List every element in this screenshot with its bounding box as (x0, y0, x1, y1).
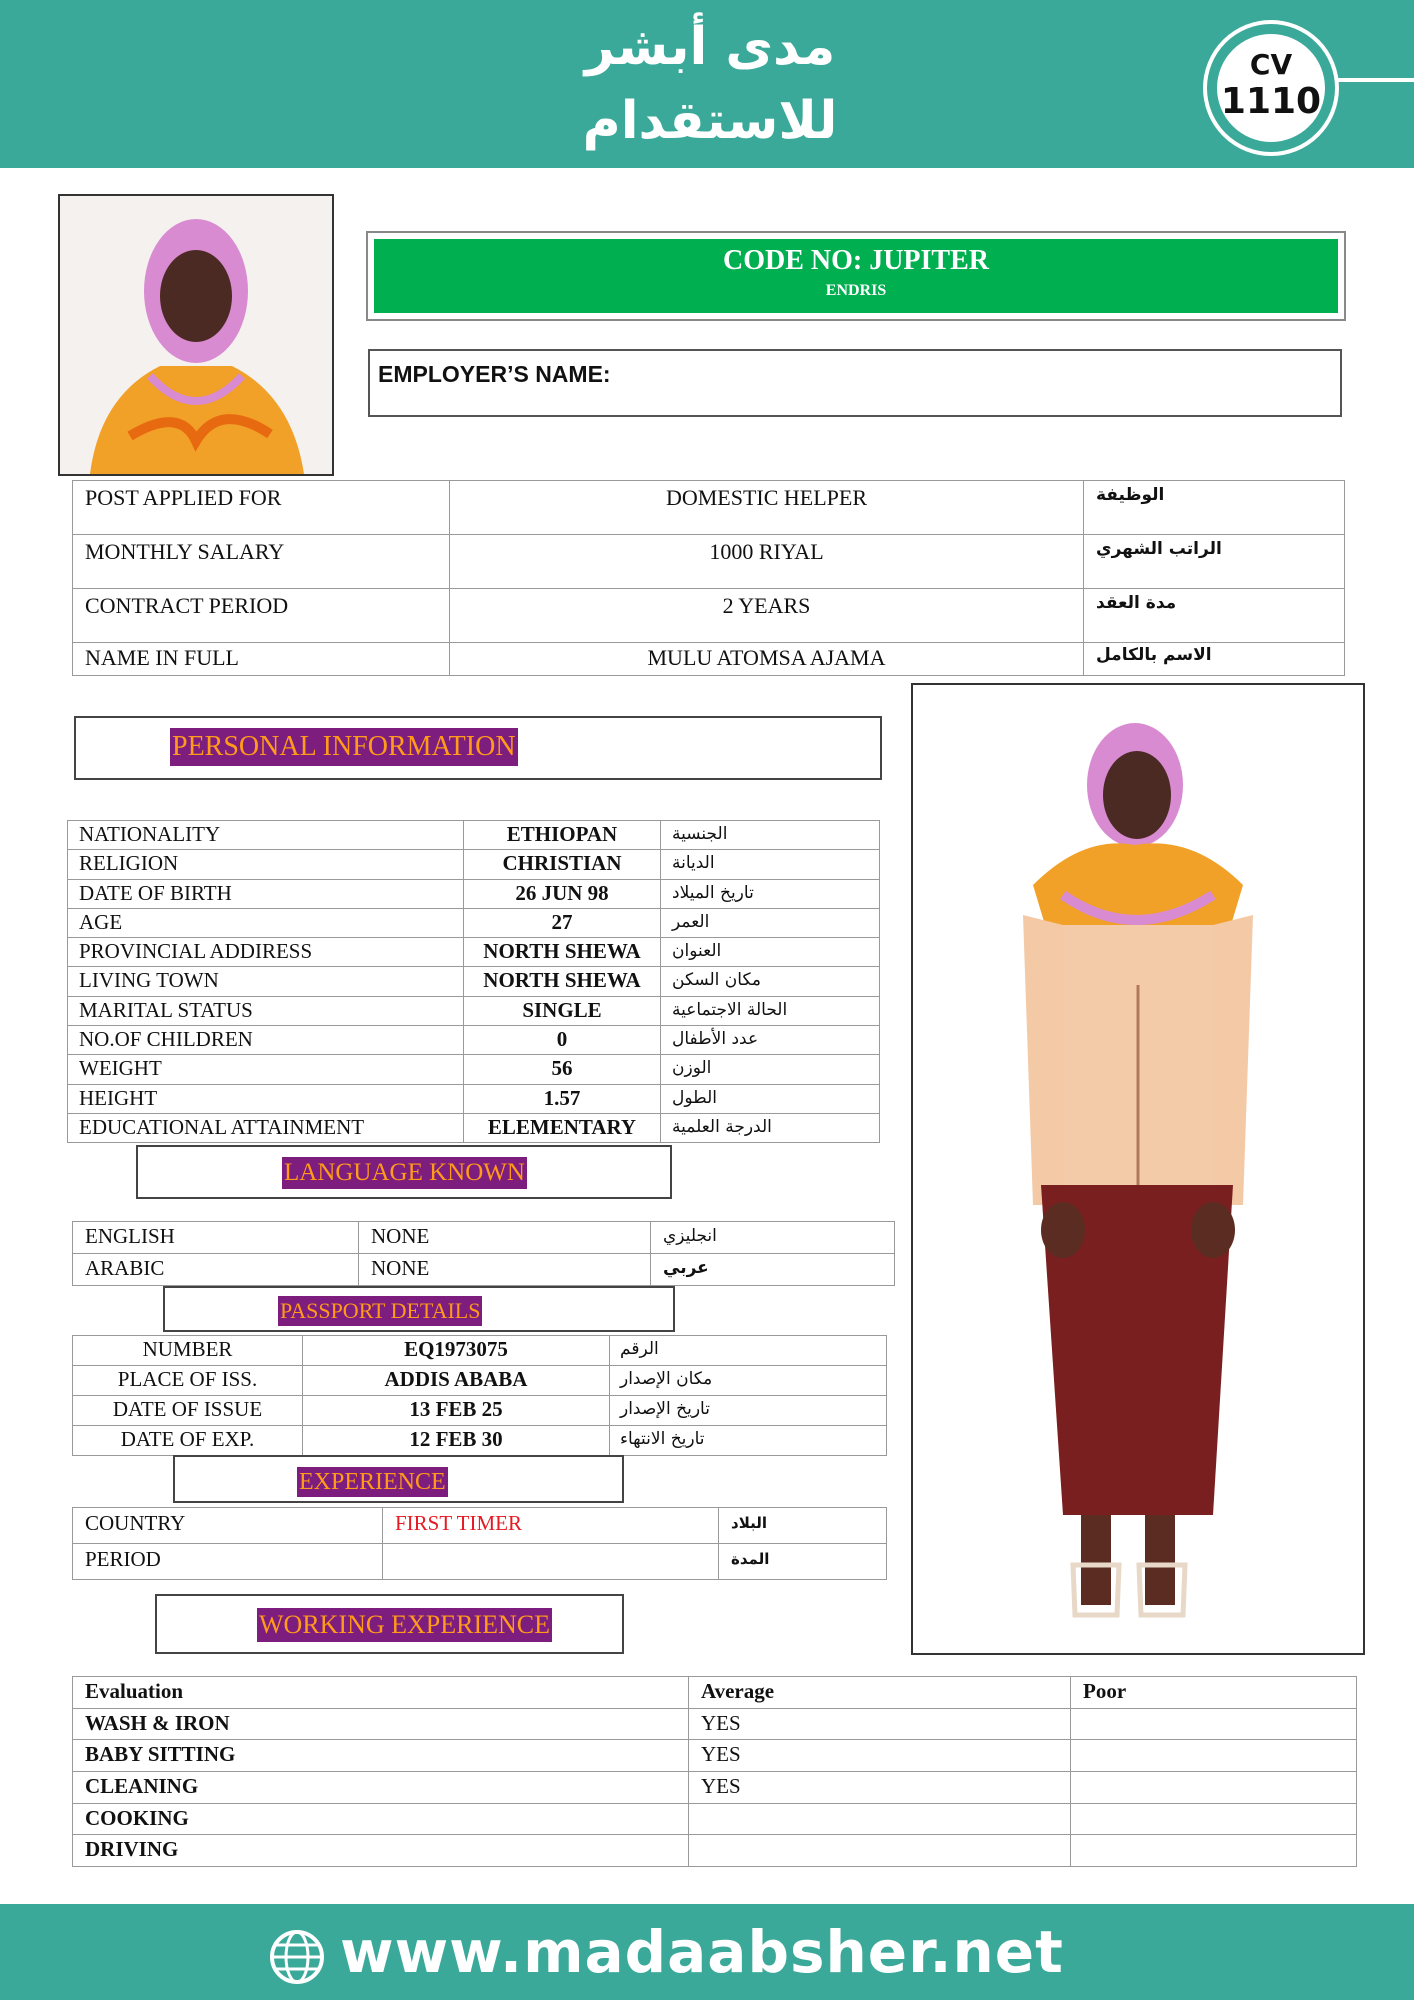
table-row (73, 1544, 887, 1580)
table-row (73, 481, 1345, 535)
full-body-photo (911, 683, 1365, 1655)
personal-value: 27 (464, 908, 661, 937)
skill-poor (1071, 1740, 1357, 1772)
table-row (68, 821, 880, 850)
skill-poor (1071, 1835, 1357, 1867)
passport-value: ADDIS ABABA (303, 1366, 610, 1396)
code-box-fill (374, 239, 1338, 313)
personal-label: PROVINCIAL ADDIRESS (68, 938, 464, 967)
passport-label: DATE OF EXP. (73, 1426, 303, 1456)
skill-average: YES (689, 1740, 1071, 1772)
cv-number: 1110 (1220, 81, 1322, 122)
column-header: Poor (1071, 1677, 1357, 1709)
table-row (73, 643, 1345, 676)
website-link[interactable]: www.madaabsher.net (340, 1918, 1064, 1986)
passport-arabic: الرقم (610, 1336, 887, 1366)
passport-label: PLACE OF ISS. (73, 1366, 303, 1396)
skill-average: YES (689, 1772, 1071, 1804)
section-title: EXPERIENCE (299, 1469, 446, 1495)
passport-arabic: تاريخ الإصدار (610, 1396, 887, 1426)
personal-value: NORTH SHEWA (464, 967, 661, 996)
section-title: LANGUAGE KNOWN (282, 1157, 527, 1189)
info-value: MULU ATOMSA AJAMA (450, 643, 1084, 676)
personal-label: EDUCATIONAL ATTAINMENT (68, 1113, 464, 1142)
experience-table (72, 1507, 887, 1580)
personal-value: SINGLE (464, 996, 661, 1025)
personal-arabic: الدرجة العلمية (661, 1113, 880, 1142)
experience-arabic: البلاد (719, 1508, 887, 1544)
brand-line-2: للاستقدام (582, 91, 838, 151)
table-header-row (73, 1677, 1357, 1709)
language-arabic: عربي (651, 1254, 895, 1286)
info-label: MONTHLY SALARY (73, 535, 450, 589)
personal-label: MARITAL STATUS (68, 996, 464, 1025)
passport-value: 13 FEB 25 (303, 1396, 610, 1426)
table-row (73, 589, 1345, 643)
personal-arabic: الديانة (661, 850, 880, 879)
skill-average: YES (689, 1708, 1071, 1740)
column-header: Average (689, 1677, 1071, 1709)
skill-name: COOKING (73, 1803, 689, 1835)
personal-arabic: العنوان (661, 938, 880, 967)
info-label: CONTRACT PERIOD (73, 589, 450, 643)
working-experience-table (72, 1676, 1357, 1867)
info-label: POST APPLIED FOR (73, 481, 450, 535)
personal-label: DATE OF BIRTH (68, 879, 464, 908)
info-label: NAME IN FULL (73, 643, 450, 676)
personal-label: WEIGHT (68, 1055, 464, 1084)
table-row (73, 1396, 887, 1426)
table-row (73, 1366, 887, 1396)
table-row (68, 1084, 880, 1113)
skill-name: WASH & IRON (73, 1708, 689, 1740)
language-arabic: انجليزي (651, 1222, 895, 1254)
personal-arabic: العمر (661, 908, 880, 937)
personal-label: LIVING TOWN (68, 967, 464, 996)
passport-label: DATE OF ISSUE (73, 1396, 303, 1426)
personal-arabic: مكان السكن (661, 967, 880, 996)
skill-name: DRIVING (73, 1835, 689, 1867)
table-row (73, 1803, 1357, 1835)
table-row (73, 1336, 887, 1366)
language-header (136, 1145, 672, 1199)
skill-poor (1071, 1803, 1357, 1835)
brand-line-1: مدى أبشر (584, 17, 836, 77)
table-row (68, 967, 880, 996)
brand-logo (470, 10, 950, 158)
code-number: CODE NO: JUPITER (722, 245, 989, 276)
personal-arabic: عدد الأطفال (661, 1026, 880, 1055)
info-arabic: الراتب الشهري (1084, 535, 1345, 589)
portrait-photo (58, 194, 334, 476)
personal-arabic: الطول (661, 1084, 880, 1113)
full-body-image (913, 685, 1363, 1653)
section-title: PASSPORT DETAILS (278, 1296, 482, 1326)
personal-value: 0 (464, 1026, 661, 1055)
table-row (73, 1254, 895, 1286)
info-arabic: مدة العقد (1084, 589, 1345, 643)
globe-icon (268, 1928, 326, 1986)
table-row (68, 996, 880, 1025)
cv-badge-inner (1217, 34, 1325, 142)
table-row (73, 1426, 887, 1456)
personal-value: 56 (464, 1055, 661, 1084)
table-row (68, 879, 880, 908)
personal-value: 26 JUN 98 (464, 879, 661, 908)
language-table (72, 1221, 895, 1286)
portrait-image (60, 196, 332, 474)
experience-header (173, 1455, 624, 1503)
experience-label: COUNTRY (73, 1508, 383, 1544)
table-row (68, 850, 880, 879)
language-label: ARABIC (73, 1254, 359, 1286)
passport-value: EQ1973075 (303, 1336, 610, 1366)
table-row (68, 938, 880, 967)
personal-value: ETHIOPAN (464, 821, 661, 850)
personal-value: 1.57 (464, 1084, 661, 1113)
experience-arabic: المدة (719, 1544, 887, 1580)
passport-label: NUMBER (73, 1336, 303, 1366)
personal-arabic: الجنسية (661, 821, 880, 850)
table-row (73, 535, 1345, 589)
personal-info-header (74, 716, 882, 780)
table-row (68, 1026, 880, 1055)
skill-poor (1071, 1772, 1357, 1804)
info-arabic: الوظيفة (1084, 481, 1345, 535)
skill-name: BABY SITTING (73, 1740, 689, 1772)
passport-arabic: مكان الإصدار (610, 1366, 887, 1396)
section-title: WORKING EXPERIENCE (257, 1608, 552, 1642)
personal-label: HEIGHT (68, 1084, 464, 1113)
passport-table (72, 1335, 887, 1456)
info-value: DOMESTIC HELPER (450, 481, 1084, 535)
language-value: NONE (359, 1254, 651, 1286)
table-row (68, 1113, 880, 1142)
personal-label: NO.OF CHILDREN (68, 1026, 464, 1055)
passport-value: 12 FEB 30 (303, 1426, 610, 1456)
experience-value: FIRST TIMER (383, 1508, 719, 1544)
info-value: 1000 RIYAL (450, 535, 1084, 589)
table-row (73, 1708, 1357, 1740)
code-sub: ENDRIS (825, 282, 887, 299)
table-row (68, 908, 880, 937)
experience-label: PERIOD (73, 1544, 383, 1580)
column-header: Evaluation (73, 1677, 689, 1709)
experience-value (383, 1544, 719, 1580)
personal-arabic: تاريخ الميلاد (661, 879, 880, 908)
table-row (73, 1772, 1357, 1804)
skill-name: CLEANING (73, 1772, 689, 1804)
personal-value: ELEMENTARY (464, 1113, 661, 1142)
info-value: 2 YEARS (450, 589, 1084, 643)
table-row (73, 1740, 1357, 1772)
table-row (73, 1508, 887, 1544)
skill-average (689, 1835, 1071, 1867)
personal-label: NATIONALITY (68, 821, 464, 850)
working-experience-header (155, 1594, 624, 1654)
cv-badge (1203, 20, 1339, 156)
personal-arabic: الحالة الاجتماعية (661, 996, 880, 1025)
personal-info-table (67, 820, 880, 1143)
personal-label: AGE (68, 908, 464, 937)
language-value: NONE (359, 1222, 651, 1254)
footer-band (0, 1904, 1414, 2000)
personal-label: RELIGION (68, 850, 464, 879)
language-label: ENGLISH (73, 1222, 359, 1254)
personal-value: CHRISTIAN (464, 850, 661, 879)
cv-label: CV (1249, 48, 1293, 81)
passport-arabic: تاريخ الانتهاء (610, 1426, 887, 1456)
employer-name-box (368, 349, 1342, 417)
info-arabic: الاسم بالكامل (1084, 643, 1345, 676)
table-row (68, 1055, 880, 1084)
personal-arabic: الوزن (661, 1055, 880, 1084)
table-row (73, 1835, 1357, 1867)
skill-poor (1071, 1708, 1357, 1740)
main-info-table (72, 480, 1345, 676)
employer-name-label: EMPLOYER’S NAME: (378, 361, 611, 387)
skill-average (689, 1803, 1071, 1835)
table-row (73, 1222, 895, 1254)
header-band (0, 0, 1414, 168)
passport-header (163, 1286, 675, 1332)
section-title: PERSONAL INFORMATION (170, 728, 518, 766)
code-box (366, 231, 1346, 321)
personal-value: NORTH SHEWA (464, 938, 661, 967)
